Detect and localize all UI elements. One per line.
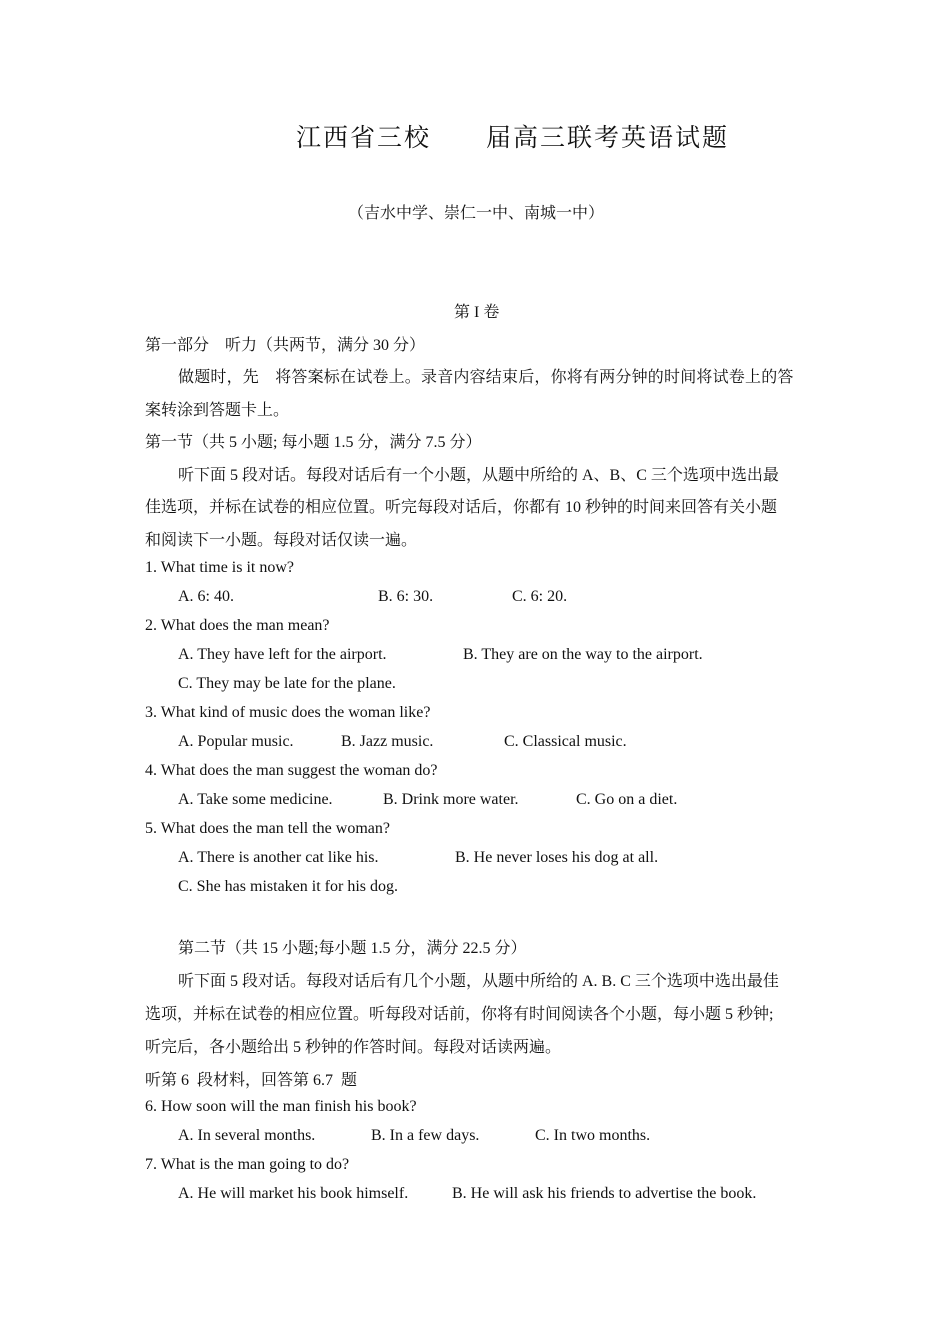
instructions-line: 做题时，先 将答案标在试卷上。录音内容结束后，你将有两分钟的时间将试卷上的答 xyxy=(178,369,794,386)
q4-option-c: C. Go on a diet. xyxy=(576,791,678,808)
section2-instructions-line: 选项，并标在试卷的相应位置。听每段对话前，你将有时间阅读各个小题，每小题 5 秒钟; xyxy=(145,1006,774,1023)
question-3: 3. What kind of music does the woman like? xyxy=(145,704,431,721)
q2-option-c: C. They may be late for the plane. xyxy=(178,675,396,692)
section2-instructions-line: 听完后，各小题给出 5 秒钟的作答时间。每段对话读两遍。 xyxy=(145,1039,562,1056)
q6-option-c: C. In two months. xyxy=(535,1127,651,1144)
q4-option-a: A. Take some medicine. xyxy=(178,791,333,808)
q6-option-b: B. In a few days. xyxy=(371,1127,480,1144)
q3-option-b: B. Jazz music. xyxy=(341,733,434,750)
q5-option-c: C. She has mistaken it for his dog. xyxy=(178,878,398,895)
q5-option-a: A. There is another cat like his. xyxy=(178,849,379,866)
instructions-line: 案转涂到答题卡上。 xyxy=(145,402,290,419)
q1-option-c: C. 6: 20. xyxy=(512,588,568,605)
question-2: 2. What does the man mean? xyxy=(145,617,330,634)
material-6-heading: 听第 6 段材料，回答第 6.7 题 xyxy=(145,1072,358,1089)
q7-option-a: A. He will market his book himself. xyxy=(178,1185,409,1202)
q7-option-b: B. He will ask his friends to advertise the book. xyxy=(452,1185,757,1202)
question-5: 5. What does the man tell the woman? xyxy=(145,820,390,837)
section1-heading: 第一节（共 5 小题; 每小题 1.5 分，满分 7.5 分） xyxy=(145,434,482,451)
question-1: 1. What time is it now? xyxy=(145,559,295,576)
section1-instructions-line: 听下面 5 段对话。每段对话后有一个小题，从题中所给的 A、B、C 三个选项中选出最 xyxy=(178,467,779,484)
exam-subtitle: （吉水中学、崇仁一中、南城一中） xyxy=(348,205,605,222)
q1-option-a: A. 6: 40. xyxy=(178,588,234,605)
section1-instructions-line: 佳选项，并标在试卷的相应位置。听完每段对话后，你都有 10 秒钟的时间来回答有关小题 xyxy=(145,499,778,516)
section2-instructions-line: 听下面 5 段对话。每段对话后有几个小题，从题中所给的 A. B. C 三个选项中选出最佳 xyxy=(178,973,779,990)
part1-heading: 第一部分 听力（共两节，满分 30 分） xyxy=(145,337,426,354)
exam-title-right: 届高三联考英语试题 xyxy=(486,125,730,152)
question-7: 7. What is the man going to do? xyxy=(145,1156,350,1173)
q3-option-a: A. Popular music. xyxy=(178,733,294,750)
question-6: 6. How soon will the man finish his book? xyxy=(145,1098,417,1115)
q1-option-b: B. 6: 30. xyxy=(378,588,434,605)
section2-heading: 第二节（共 15 小题;每小题 1.5 分，满分 22.5 分） xyxy=(178,940,527,957)
question-4: 4. What does the man suggest the woman do? xyxy=(145,762,438,779)
q2-option-b: B. They are on the way to the airport. xyxy=(463,646,703,663)
section1-instructions-line: 和阅读下一小题。每段对话仅读一遍。 xyxy=(145,532,418,549)
exam-title-left: 江西省三校 xyxy=(296,125,432,152)
volume-heading: 第 I 卷 xyxy=(454,304,500,321)
q4-option-b: B. Drink more water. xyxy=(383,791,519,808)
q3-option-c: C. Classical music. xyxy=(504,733,627,750)
q6-option-a: A. In several months. xyxy=(178,1127,316,1144)
q5-option-b: B. He never loses his dog at all. xyxy=(455,849,659,866)
q2-option-a: A. They have left for the airport. xyxy=(178,646,387,663)
